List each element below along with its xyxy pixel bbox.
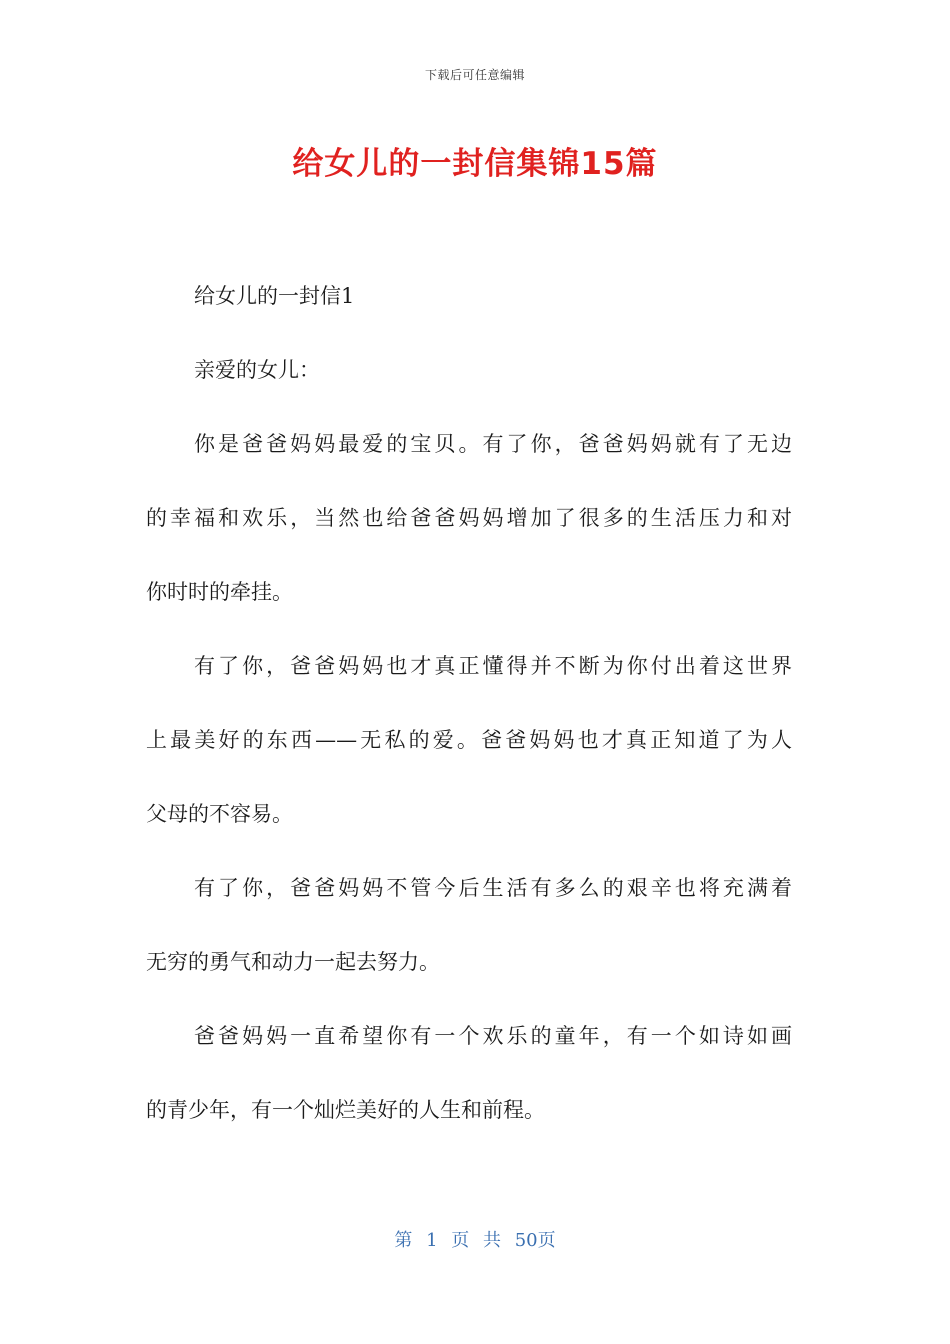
header-note: 下载后可任意编辑 [424,68,525,82]
paragraph-line: 上最美好的东西——无私的爱。爸爸妈妈也才真正知道了为人 [146,728,792,752]
paragraph-line: 你时时的牵挂。 [146,580,293,604]
paragraph-line: 无穷的勇气和动力一起去努力。 [146,950,440,974]
salutation: 亲爱的女儿： [194,358,320,382]
paragraph-line: 爸爸妈妈一直希望你有一个欢乐的童年，有一个如诗如画 [194,1024,792,1048]
document-title: 给女儿的一封信集锦15篇 [292,146,658,182]
paragraph-line: 的青少年，有一个灿烂美好的人生和前程。 [146,1098,545,1122]
paragraph-line: 有了你，爸爸妈妈也才真正懂得并不断为你付出着这世界 [194,654,792,678]
paragraph-heading: 给女儿的一封信1 [194,284,355,308]
paragraph-line: 有了你，爸爸妈妈不管今后生活有多么的艰辛也将充满着 [194,876,792,900]
page-number: 第 1 页 共 50页 [394,1230,556,1251]
paragraph-line: 父母的不容易。 [146,802,293,826]
paragraph-line: 的幸福和欢乐，当然也给爸爸妈妈增加了很多的生活压力和对 [146,506,792,530]
paragraph-line: 你是爸爸妈妈最爱的宝贝。有了你，爸爸妈妈就有了无边 [194,432,792,456]
document-body [146,259,792,1147]
